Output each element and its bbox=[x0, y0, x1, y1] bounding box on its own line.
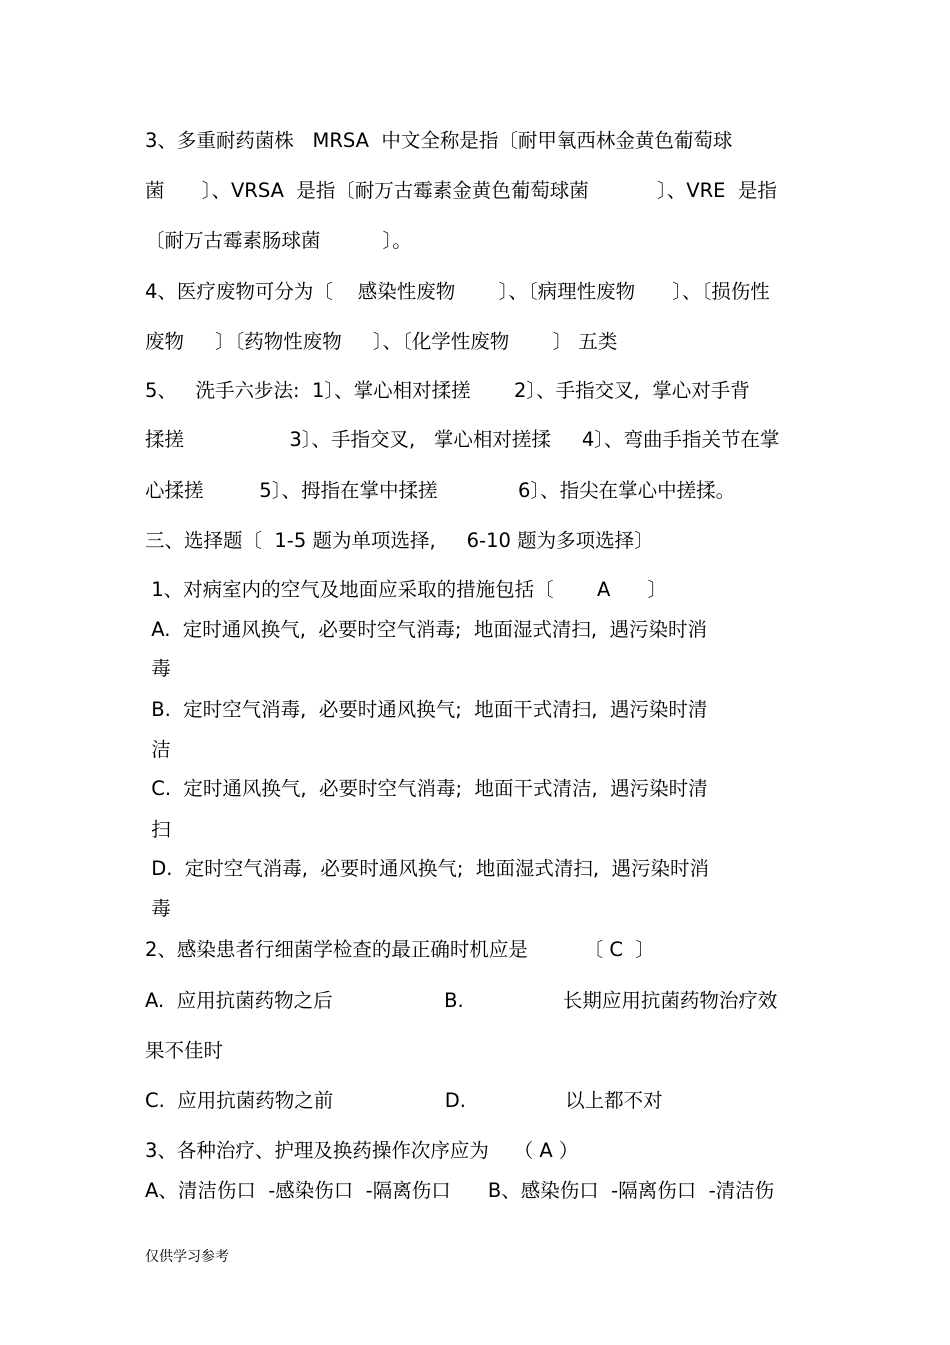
option-line: A. 定时通风换气, 必要时空气消毒; 地面湿式清扫, 遇污染时消 bbox=[145, 618, 707, 641]
text-line: 废物 〕〔药物性废物 〕、〔化学性废物 〕 五类 bbox=[145, 330, 618, 353]
option-line: D. 定时空气消毒, 必要时通风换气; 地面湿式清扫, 遇污染时消 bbox=[145, 857, 709, 880]
question-line: 3、各种治疗、护理及换药操作次序应为 （ A ） bbox=[145, 1139, 579, 1162]
question-line: 1、对病室内的空气及地面应采取的措施包括〔 A 〕 bbox=[145, 578, 668, 601]
text-line: 〔耐万古霉素肠球菌 〕。 bbox=[145, 229, 412, 252]
option-line: 毒 bbox=[145, 657, 171, 680]
option-line: 果不佳时 bbox=[145, 1039, 224, 1062]
text-line: 4、医疗废物可分为〔 感染性废物 〕、〔病理性废物 〕、〔损伤性 bbox=[145, 280, 770, 303]
page-footer: 仅供学习参考 bbox=[145, 1249, 229, 1265]
option-line: A. 应用抗菌药物之后 B. 长期应用抗菌药物治疗效 bbox=[145, 989, 778, 1012]
option-line: 毒 bbox=[145, 897, 171, 920]
option-line: C. 应用抗菌药物之前 D. 以上都不对 bbox=[145, 1089, 663, 1112]
section-heading: 三、选择题〔 1-5 题为单项选择, 6-10 题为多项选择〕 bbox=[145, 529, 654, 552]
text-line: 5、 洗手六步法: 1〕、掌心相对揉搓 2〕、手指交叉, 掌心对手背 bbox=[145, 379, 750, 402]
option-line: A、清洁伤口 -感染伤口 -隔离伤口 B、感染伤口 -隔离伤口 -清洁伤 bbox=[145, 1179, 775, 1202]
question-line: 2、感染患者行细菌学检查的最正确时机应是 〔 C 〕 bbox=[145, 938, 655, 961]
option-line: B. 定时空气消毒, 必要时通风换气; 地面干式清扫, 遇污染时清 bbox=[145, 698, 708, 721]
text-line: 揉搓 3〕、手指交叉, 掌心相对搓揉 4〕、弯曲手指关节在掌 bbox=[145, 428, 780, 451]
text-line: 菌 〕、VRSA 是指〔耐万古霉素金黄色葡萄球菌 〕、VRE 是指 bbox=[145, 179, 777, 202]
option-line: 洁 bbox=[145, 738, 171, 761]
text-line: 心揉搓 5〕、拇指在掌中揉搓 6〕、指尖在掌心中搓揉。 bbox=[145, 479, 736, 502]
text-line: 3、多重耐药菌株 MRSA 中文全称是指〔耐甲氧西林金黄色葡萄球 bbox=[145, 129, 733, 152]
option-line: 扫 bbox=[145, 818, 171, 841]
option-line: C. 定时通风换气, 必要时空气消毒; 地面干式清洁, 遇污染时清 bbox=[145, 777, 708, 800]
